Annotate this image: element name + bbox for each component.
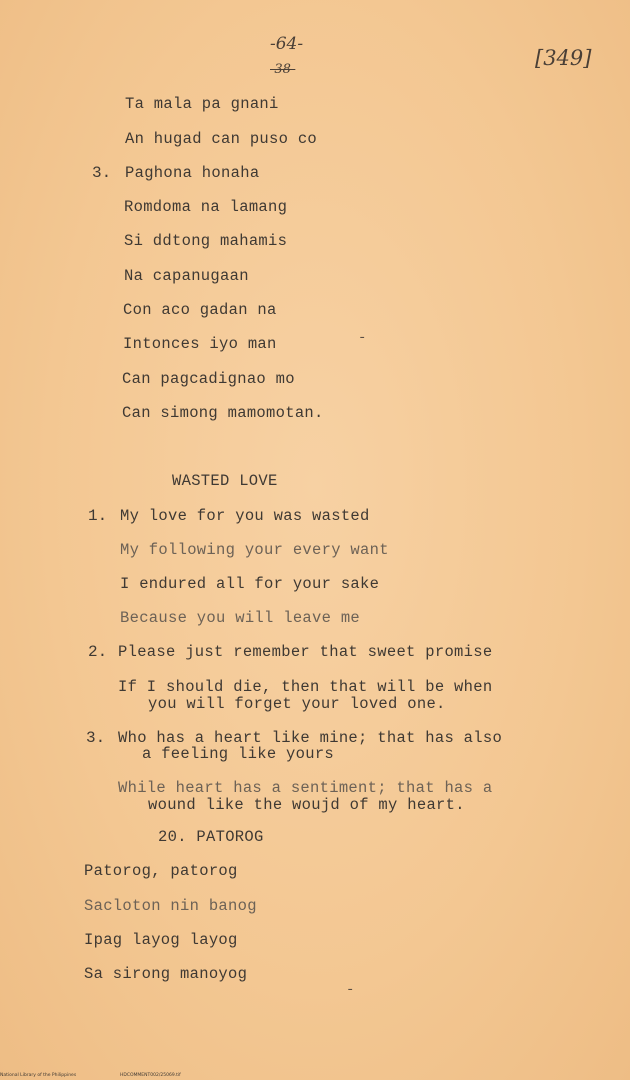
struck-page-number: -38- <box>270 62 296 77</box>
song-line: Patorog, patorog <box>84 862 238 880</box>
song-line: Intonces iyo man <box>123 335 277 353</box>
song-line: Na capanugaan <box>124 267 249 285</box>
page-number: -64- <box>270 34 304 54</box>
song-title: WASTED LOVE <box>172 472 278 490</box>
song-line: Ta mala pa gnani <box>125 95 279 113</box>
verse-number: 2. <box>88 643 108 661</box>
song-line: While heart has a sentiment; that has a <box>118 779 493 797</box>
song-line: Because you will leave me <box>120 609 361 627</box>
song-line: An hugad can puso co <box>125 130 318 148</box>
footer-right: HDCOMMENT002/25069.tif <box>120 1073 181 1078</box>
verse-number: 1. <box>88 507 108 525</box>
song-line: Sa sirong manoyog <box>84 965 248 983</box>
song-line: Please just remember that sweet promise <box>118 643 493 661</box>
song-line: Romdoma na lamang <box>124 198 288 216</box>
song-line: My love for you was wasted <box>120 507 370 525</box>
song-line: Sacloton nin banog <box>84 897 257 915</box>
song-line: My following your every want <box>120 541 389 559</box>
song-line: Si ddtong mahamis <box>124 232 288 250</box>
footer-left: National Library of the Philippines <box>0 1073 77 1078</box>
song-line: Who has a heart like mine; that has also <box>118 729 503 747</box>
scan-footer <box>0 1073 630 1080</box>
song-line: Con aco gadan na <box>123 301 277 319</box>
song-line: a feeling like yours <box>142 745 335 763</box>
song-title: 20. PATOROG <box>158 828 264 846</box>
song-line: Paghona honaha <box>125 164 260 182</box>
verse-number: 3. <box>92 164 112 182</box>
song-line: wound like the woujd of my heart. <box>148 796 465 814</box>
song-line: I endured all for your sake <box>120 575 380 593</box>
song-line: Ipag layog layog <box>84 931 238 949</box>
song-line: Can simong mamomotan. <box>122 404 324 422</box>
stray-mark: - <box>346 982 355 998</box>
song-line: Can pagcadignao mo <box>122 370 295 388</box>
verse-number: 3. <box>86 729 106 747</box>
stray-mark: - <box>358 330 367 346</box>
song-line: you will forget your loved one. <box>148 695 446 713</box>
catalog-code: [349] <box>535 46 592 70</box>
song-line: If I should die, then that will be when <box>118 678 493 696</box>
